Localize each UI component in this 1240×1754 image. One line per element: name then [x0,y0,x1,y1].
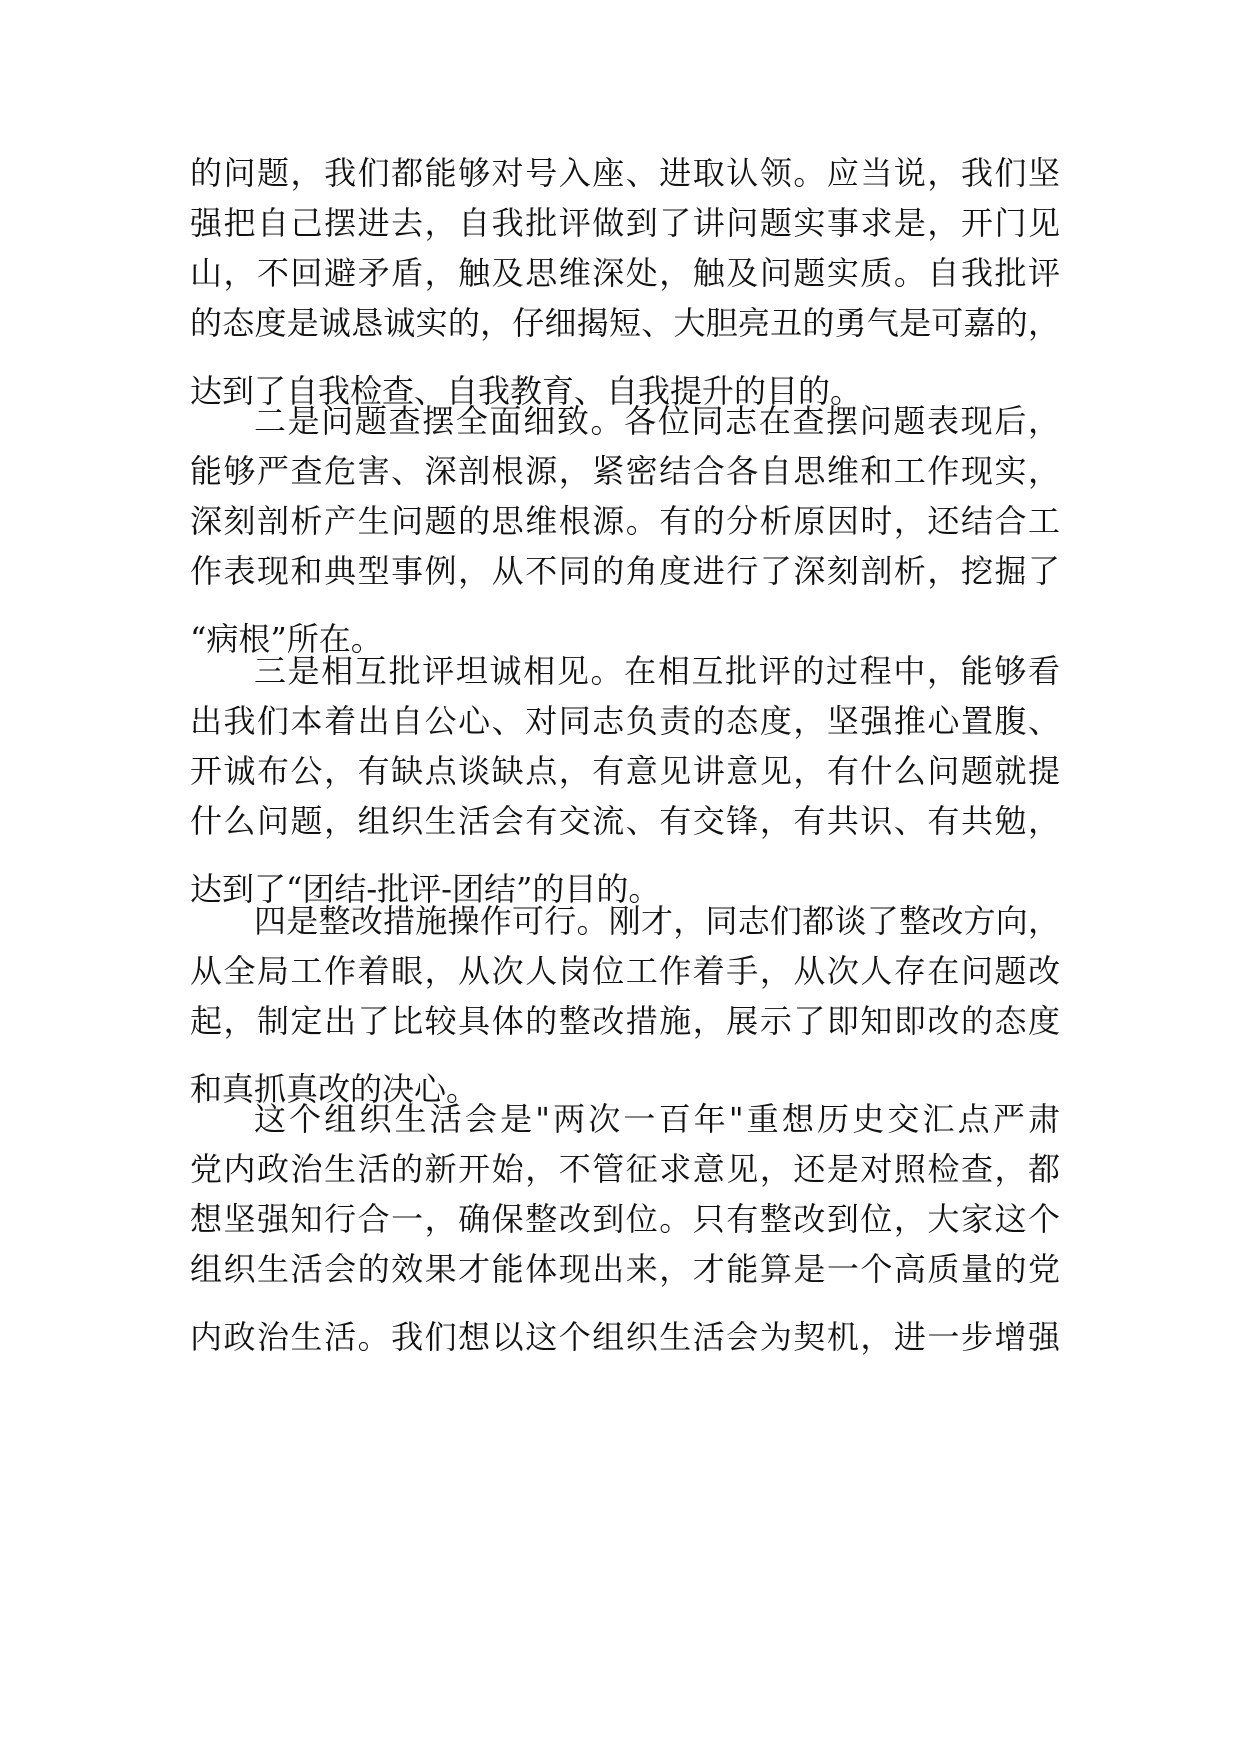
text-line: 强把自己摆进去，自我批评做到了讲问题实事求是，开门见 [190,204,1060,242]
paragraph-conclusion [190,1094,1060,1362]
text-line: 二是问题查摆全面细致。各位同志在查摆问题表现后， [254,402,1060,440]
text-line: 作表现和典型事例，从不同的角度进行了深刻剖析，挖掘了 [190,552,1060,590]
text-line: 什么问题，组织生活会有交流、有交锋，有共识、有共勉， [190,802,1060,840]
text-line: 和真抓真改的决心。 [190,1070,479,1108]
text-line: 想坚强知行合一，确保整改到位。只有整改到位，大家这个 [190,1200,1060,1238]
text-line: 四是整改措施操作可行。刚才，同志们都谈了整改方向， [254,902,1060,940]
paragraph-point-four [190,896,1060,1114]
text-line: 内政治生活。我们想以这个组织生活会为契机，进一步增强 [190,1318,1060,1356]
text-line: 的问题，我们都能够对号入座、进取认领。应当说，我们坚 [190,154,1060,192]
text-line: 出我们本着出自公心、对同志负责的态度，坚强推心置腹、 [190,702,1060,740]
text-line: 起，制定出了比较具体的整改措施，展示了即知即改的态度 [190,1002,1060,1040]
text-line: 党内政治生活的新开始，不管征求意见，还是对照检查，都 [190,1150,1060,1188]
text-line: “病根”所在。 [190,620,383,658]
paragraph-self-criticism [190,148,1060,416]
text-line: 三是相互批评坦诚相见。在相互批评的过程中，能够看 [254,652,1060,690]
text-line: 这个组织生活会是"两次一百年"重想历史交汇点严肃 [254,1100,1060,1138]
text-line: 从全局工作着眼，从次人岗位工作着手，从次人存在问题改 [190,952,1060,990]
text-line: 开诚布公，有缺点谈缺点，有意见讲意见，有什么问题就提 [190,752,1060,790]
paragraph-point-two [190,396,1060,664]
text-line: 达到了自我检查、自我教育、自我提升的目的。 [190,372,863,410]
text-line: 达到了“团结-批评-团结”的目的。 [190,870,661,908]
text-line: 能够严查危害、深剖根源，紧密结合各自思维和工作现实， [190,452,1060,490]
text-line: 山，不回避矛盾，触及思维深处，触及问题实质。自我批评 [190,254,1060,292]
paragraph-point-three [190,646,1060,914]
text-line: 深刻剖析产生问题的思维根源。有的分析原因时，还结合工 [190,502,1060,540]
text-line: 组织生活会的效果才能体现出来，才能算是一个高质量的党 [190,1250,1060,1288]
text-line: 的态度是诚恳诚实的，仔细揭短、大胆亮丑的勇气是可嘉的， [190,304,1060,342]
